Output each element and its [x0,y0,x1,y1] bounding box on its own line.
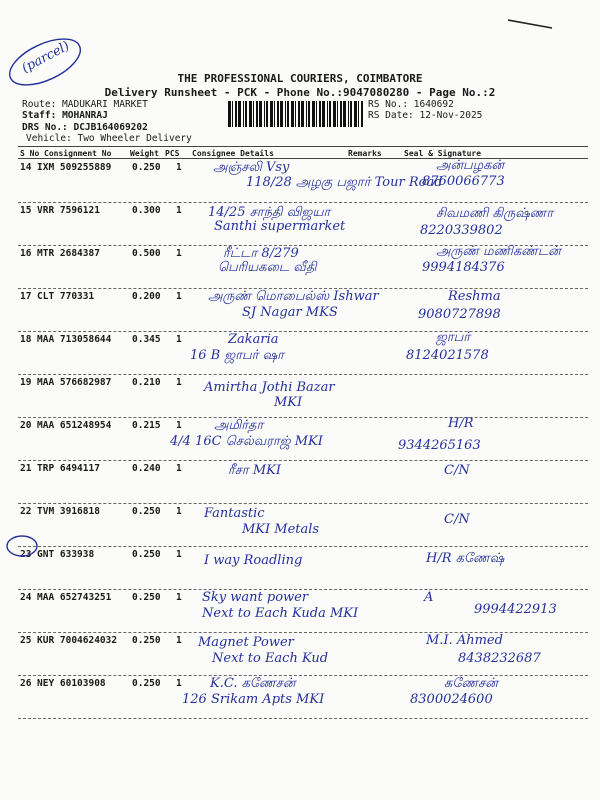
row-sno: 22 [20,506,32,517]
phone-handwriting: 9994422913 [474,602,557,617]
table-row [18,202,588,245]
row-pcs: 1 [176,549,182,560]
row-consignment-no: GNT 633938 [37,549,95,560]
barcode-bar [312,101,315,127]
row-pcs: 1 [176,463,182,474]
row-weight: 0.345 [132,334,161,345]
barcode-bar [308,101,310,127]
row-weight: 0.250 [132,592,161,603]
col-consignment: Consignment No [44,149,112,158]
consignee-handwriting-line1: அருண் மொபைல்ஸ் Ishwar [208,289,379,304]
barcode-bar [354,101,357,127]
row-divider [18,718,588,719]
barcode-bar [298,101,300,127]
phone-handwriting: 8438232687 [458,651,541,666]
phone-handwriting: 9994184376 [422,260,505,275]
row-consignment-no: MAA 652743251 [37,592,112,603]
phone-handwriting: 8300024600 [410,692,493,707]
col-weight: Weight [130,149,159,158]
barcode-bar [301,101,304,127]
company-title: THE PROFESSIONAL COURIERS, COIMBATORE [177,72,423,85]
table-row [18,417,588,460]
staff-row [22,110,108,121]
row-consignment-no: TVM 3916818 [37,506,100,517]
barcode-bar [306,101,307,127]
row-weight: 0.210 [132,377,161,388]
barcode-bar [264,101,265,127]
consignee-handwriting-line1: அஞ்சலி Vsy [213,160,290,175]
consignee-handwriting-line1: Magnet Power [198,635,294,650]
row-pcs: 1 [176,678,182,689]
barcode-bar [249,101,252,127]
consignee-handwriting-line2: Next to Each Kuda MKI [202,606,359,621]
table-top-rule [18,146,588,147]
table-row [18,159,588,202]
rs-date: RS Date: 12-Nov-2025 [368,110,483,121]
row-weight: 0.250 [132,549,161,560]
barcode-bar [235,101,237,127]
row-consignment-no: KUR 7004624032 [37,635,118,646]
pen-marks [0,0,600,100]
barcode-bar [333,101,336,127]
table-row [18,245,588,288]
col-pcs: PCS [165,149,180,158]
signature-handwriting: H/R கணேஷ் [426,551,505,566]
phone-handwriting: 8220339802 [420,223,503,238]
row-sno: 21 [20,463,32,474]
barcode-bar [287,101,289,127]
barcode-bar [350,101,352,127]
row-sno: 19 [20,377,32,388]
runsheet-title: Delivery Runsheet - PCK - Phone No.:9047080280 - Page No.:2 [104,86,496,99]
consignee-handwriting-line1: Fantastic [204,506,265,521]
barcode-bar [228,101,231,127]
consignee-handwriting-line2: MKI [274,395,303,410]
phone-handwriting: 8760066773 [422,174,505,189]
phone-handwriting: 8124021578 [406,348,489,363]
barcode-bar [270,101,273,127]
row-pcs: 1 [176,334,182,345]
row-pcs: 1 [176,162,182,173]
barcode-bar [348,101,349,127]
barcode-bar [295,101,296,127]
signature-handwriting: H/R [448,416,474,431]
vehicle-text: Vehicle: Two Wheeler Delivery [26,133,192,144]
row-weight: 0.300 [132,205,161,216]
staff-value: MOHANRAJ [62,110,108,121]
row-sno: 25 [20,635,32,646]
table-row [18,632,588,675]
consignee-handwriting-line1: Amirtha Jothi Bazar [204,380,335,395]
row-consignment-no: MTR 2684387 [37,248,100,259]
consignee-handwriting-line2: 118/28 அழகு பஜார் Tour Road [246,175,443,190]
barcode-bar [322,101,325,127]
barcode-bar [243,101,244,127]
row-consignment-no: MAA 576682987 [37,377,112,388]
row-pcs: 1 [176,635,182,646]
row-consignment-no: IXM 509255889 [37,162,112,173]
staff-label: Staff: [22,110,57,121]
barcode-bar [232,101,233,127]
barcode-bar [337,101,338,127]
signature-handwriting: A [424,590,434,605]
row-sno: 26 [20,678,32,689]
consignee-handwriting-line1: Zakaria [228,332,279,347]
row-sno: 24 [20,592,32,603]
consignee-handwriting-line1: Sky want power [202,590,309,605]
barcode-bar [358,101,359,127]
barcode [228,101,363,127]
barcode-bar [327,101,328,127]
barcode-bar [259,101,262,127]
route-text: Route: MADUKARI MARKET [22,99,148,110]
row-weight: 0.250 [132,635,161,646]
row-weight: 0.500 [132,248,161,259]
barcode-bar [329,101,331,127]
signature-handwriting: சிவமணி கிருஷ்ணா [436,206,554,221]
row-weight: 0.250 [132,506,161,517]
row-23-circle-mark [4,533,40,559]
signature-handwriting: கணேசன் [444,676,498,691]
signature-handwriting: C/N [444,512,470,527]
col-consignee: Consignee Details [192,149,274,158]
signature-handwriting: அன்பழகன் [436,158,505,173]
consignee-handwriting-line1: ரீசா MKI [228,463,281,478]
signature-handwriting: ஜாபர் [436,330,471,345]
row-consignment-no: TRP 6494117 [37,463,100,474]
row-weight: 0.215 [132,420,161,431]
row-sno: 17 [20,291,32,302]
row-pcs: 1 [176,205,182,216]
barcode-bar [253,101,254,127]
barcode-bar [245,101,247,127]
table-row [18,288,588,331]
signature-handwriting: M.I. Ahmed [426,633,503,648]
barcode-bar [256,101,258,127]
table-row [18,546,588,589]
phone-handwriting: 9080727898 [418,307,501,322]
row-sno: 20 [20,420,32,431]
phone-handwriting: 9344265163 [398,438,481,453]
row-weight: 0.250 [132,162,161,173]
consignee-handwriting-line1: ரீட்டா 8/279 [223,246,299,261]
barcode-bar [319,101,321,127]
row-consignment-no: CLT 770331 [37,291,95,302]
row-sno: 16 [20,248,32,259]
barcode-bar [280,101,283,127]
row-sno: 14 [20,162,32,173]
table-row [18,331,588,374]
consignee-handwriting-line2: பெரியகடை வீதி [218,260,317,275]
consignee-handwriting-line2: Next to Each Kud [212,651,329,666]
signature-handwriting: Reshma [448,289,501,304]
barcode-bar [316,101,317,127]
row-pcs: 1 [176,248,182,259]
barcode-bar [340,101,342,127]
pen-stroke-mark [508,20,552,28]
row-consignment-no: MAA 713058644 [37,334,112,345]
row-weight: 0.200 [132,291,161,302]
row-consignment-no: VRR 7596121 [37,205,100,216]
consignee-handwriting-line1: K.C. கணேசன் [210,676,296,691]
row-pcs: 1 [176,291,182,302]
row-pcs: 1 [176,377,182,388]
consignee-handwriting-line2: 16 B ஜாபர் ஷா [190,348,284,363]
runsheet-table [18,146,588,786]
table-row [18,374,588,417]
consignee-handwriting-line2: Santhi supermarket [214,219,346,234]
row-weight: 0.240 [132,463,161,474]
barcode-bar [285,101,286,127]
row-consignment-no: NEY 60103908 [37,678,106,689]
row-pcs: 1 [176,506,182,517]
row-pcs: 1 [176,592,182,603]
barcode-bar [277,101,279,127]
barcode-bar [274,101,275,127]
rs-number: RS No.: 1640692 [368,99,454,110]
barcode-bar [266,101,268,127]
col-remarks: Remarks [348,149,382,158]
col-sno: S No [20,149,40,158]
barcode-bar [343,101,346,127]
consignee-handwriting-line2: 4/4 16C செல்வராஜ் MKI [170,434,323,449]
col-seal: Seal & Signature [404,149,482,158]
row-sno: 23 [20,549,32,560]
consignee-handwriting-line2: MKI Metals [242,522,320,537]
table-row [18,460,588,503]
signature-handwriting: C/N [444,463,470,478]
drs-number: DRS No.: DCJB164069202 [22,122,148,133]
consignee-handwriting-line1: அமிர்தா [214,418,264,433]
table-row [18,675,588,718]
barcode-bar [361,101,363,127]
row-sno: 15 [20,205,32,216]
parcel-note: (parcel) [19,38,73,77]
row-sno: 18 [20,334,32,345]
table-row [18,589,588,632]
row-weight: 0.250 [132,678,161,689]
consignee-handwriting-line2: SJ Nagar MKS [242,305,338,320]
consignee-handwriting-line1: 14/25 சாந்தி விஜயா [208,205,331,220]
signature-handwriting: அருண் மணிகண்டன் [436,244,561,259]
consignee-handwriting-line1: I way Roadling [204,553,303,568]
table-row [18,503,588,546]
barcode-bar [291,101,294,127]
consignee-handwriting-line2: 126 Srikam Apts MKI [182,692,325,707]
row-consignment-no: MAA 651248954 [37,420,112,431]
row-pcs: 1 [176,420,182,431]
barcode-bar [238,101,241,127]
